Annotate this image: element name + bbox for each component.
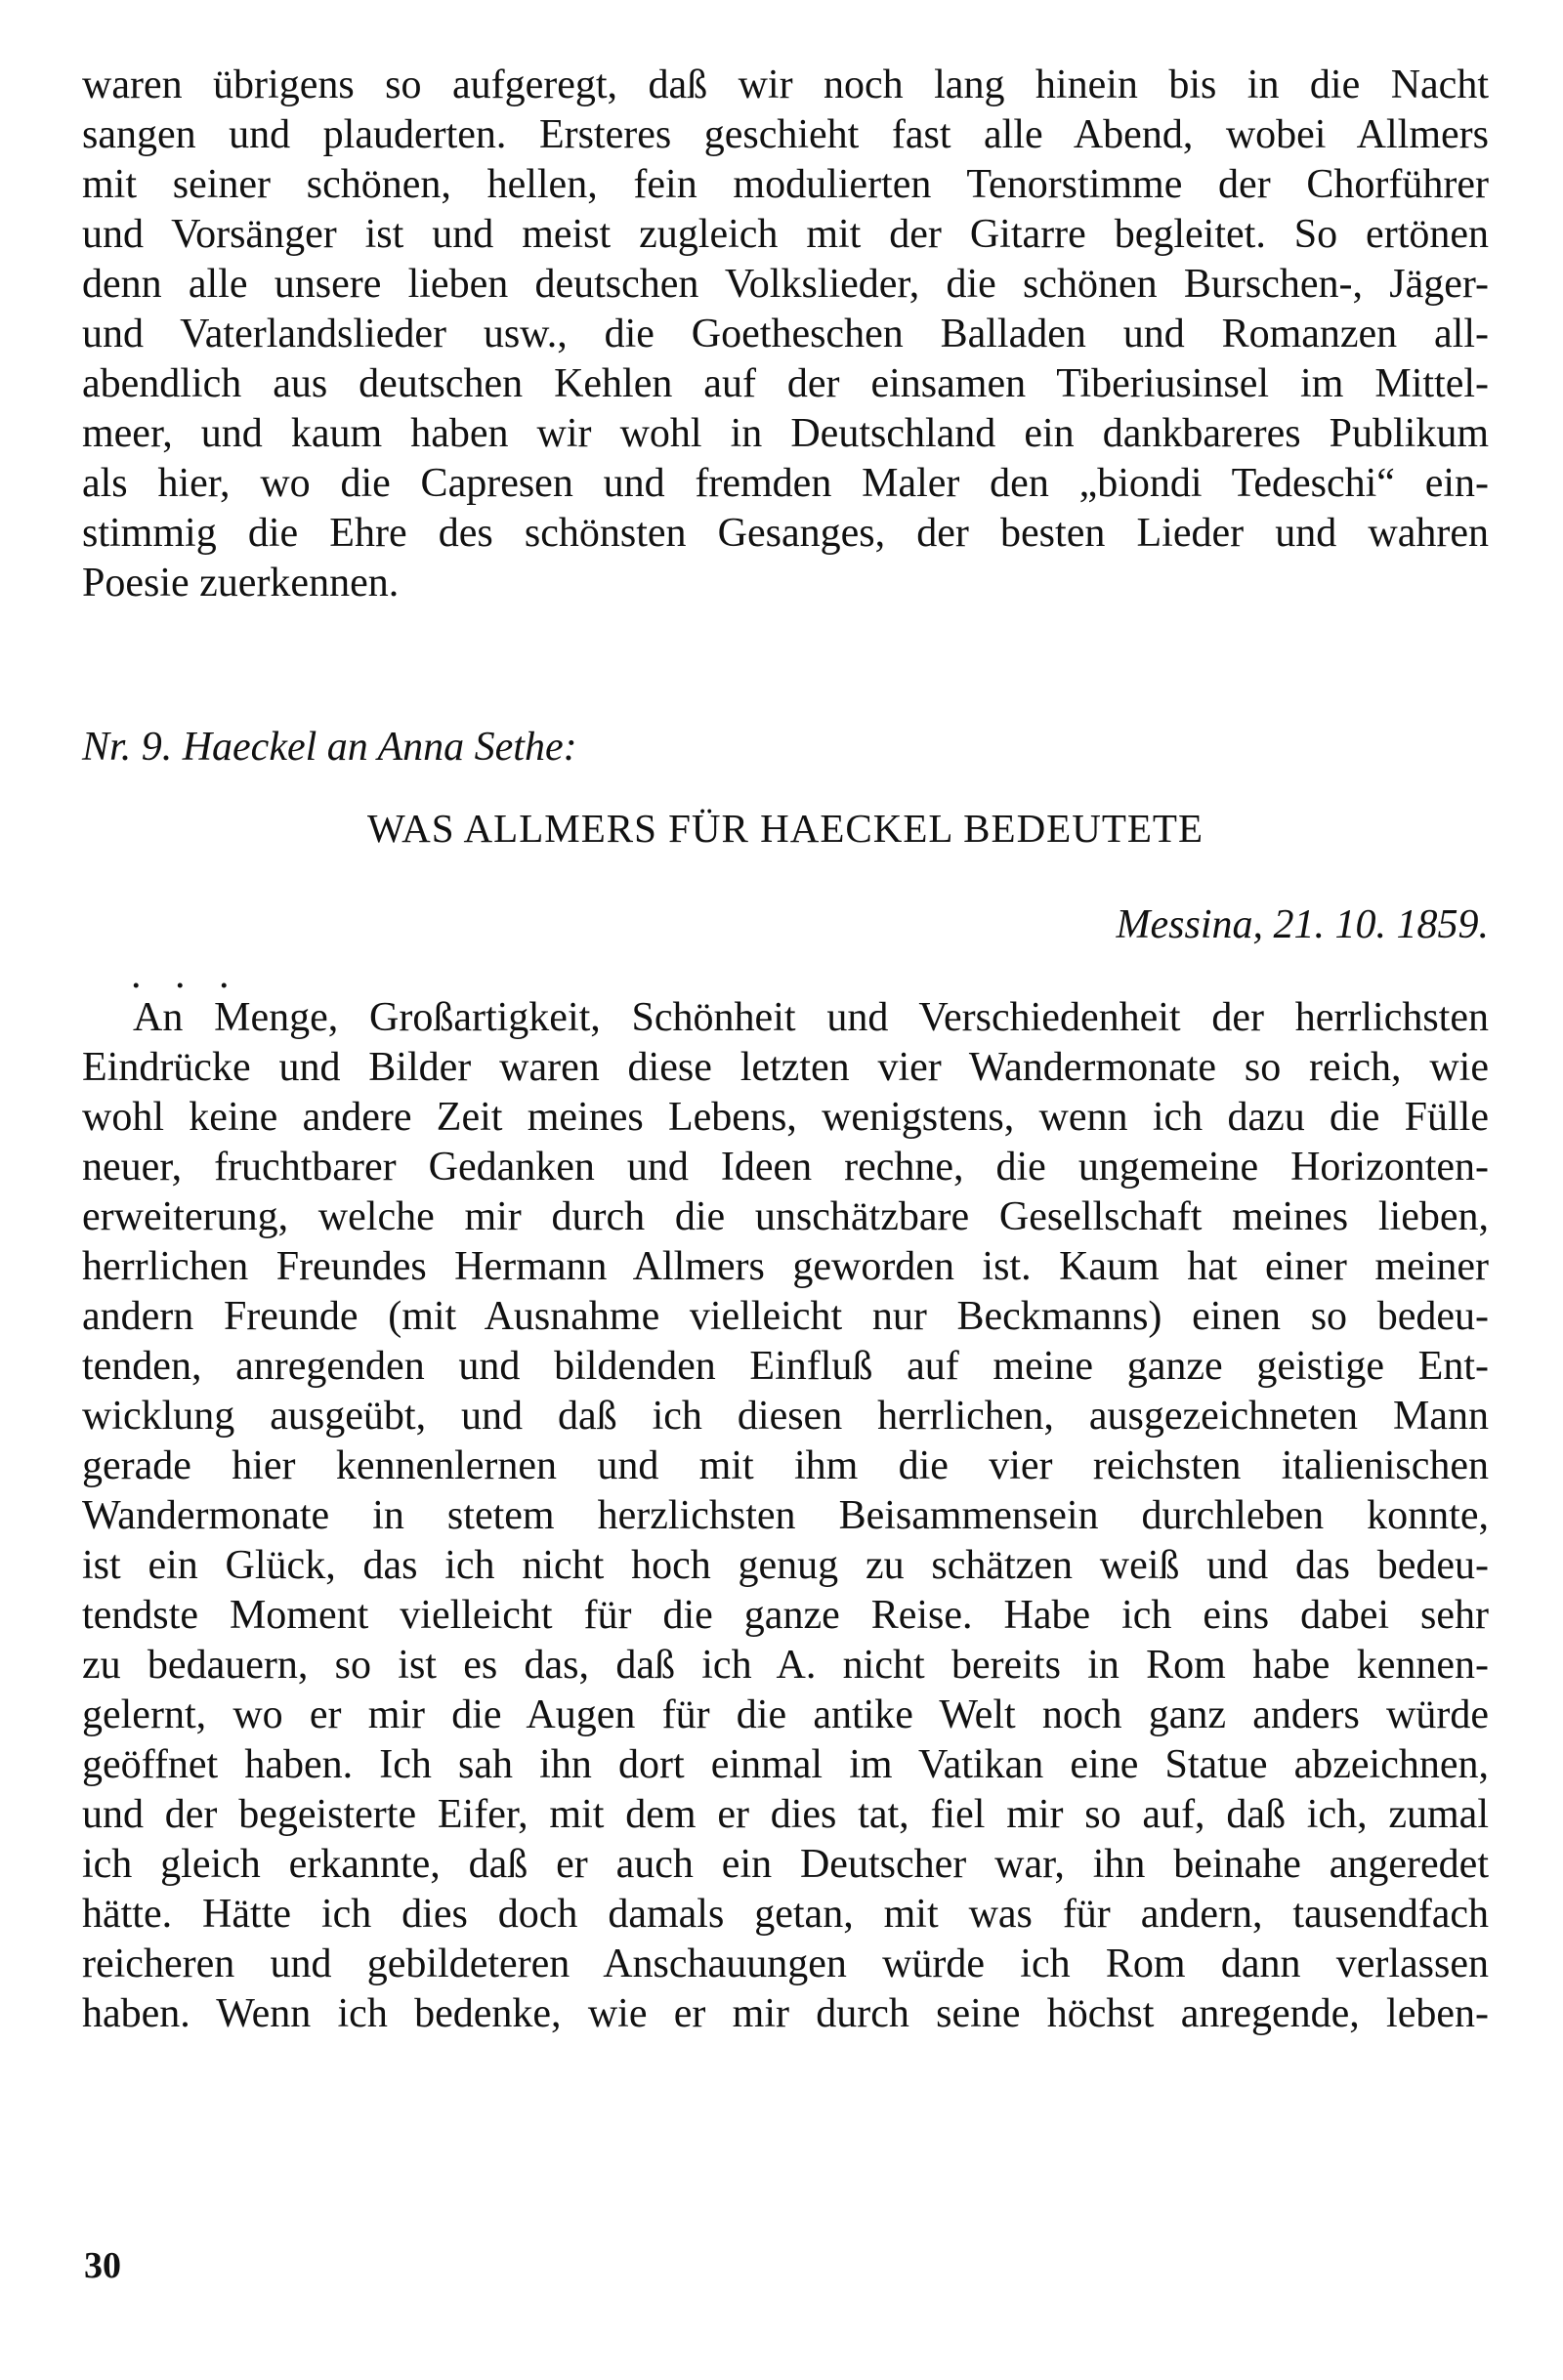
text-line: An Menge, Großartigkeit, Schönheit und Verschiedenheit der herrlichsten bbox=[133, 995, 1489, 1040]
text-line: ist ein Glück, das ich nicht hoch genug zu schätzen weiß und das bedeu- bbox=[82, 1543, 1489, 1588]
text-line: geöffnet haben. Ich sah ihn dort einmal im Vatikan eine Statue abzeichnen, bbox=[82, 1742, 1489, 1787]
text-line: meer, und kaum haben wir wohl in Deutschland ein dankbareres Publikum bbox=[82, 411, 1489, 456]
text-line: stimmig die Ehre des schönsten Gesanges, der besten Lieder und wahren bbox=[82, 511, 1489, 556]
letter-body bbox=[82, 993, 1489, 2039]
text-line: als hier, wo die Capresen und fremden Maler den „biondi Tedeschi“ ein- bbox=[82, 461, 1489, 506]
text-line: erweiterung, welche mir durch die unschätzbare Gesellschaft meines lieben, bbox=[82, 1194, 1489, 1239]
text-line: gerade hier kennenlernen und mit ihm die vier reichsten italienischen bbox=[82, 1443, 1489, 1488]
text-line: andern Freunde (mit Ausnahme vielleicht nur Beckmanns) einen so bedeu- bbox=[82, 1294, 1489, 1339]
text-line: sangen und plauderten. Ersteres geschieht fast alle Abend, wobei Allmers bbox=[82, 112, 1489, 157]
paragraph-continuation bbox=[82, 61, 1489, 608]
text-line: Wandermonate in stetem herzlichsten Beisammensein durchleben konnte, bbox=[82, 1493, 1489, 1538]
text-line: und Vaterlandslieder usw., die Goetheschen Balladen und Romanzen all- bbox=[82, 312, 1489, 356]
text-line: gelernt, wo er mir die Augen für die antike Welt noch ganz anders würde bbox=[82, 1692, 1489, 1737]
page-number: 30 bbox=[84, 2245, 121, 2286]
text-line: herrlichen Freundes Hermann Allmers geworden ist. Kaum hat einer meiner bbox=[82, 1244, 1489, 1289]
page bbox=[82, 61, 1489, 2039]
text-line: neuer, fruchtbarer Gedanken und Ideen rechne, die ungemeine Horizonten- bbox=[82, 1145, 1489, 1190]
text-line: reicheren und gebildeteren Anschauungen würde ich Rom dann verlassen bbox=[82, 1942, 1489, 1986]
text-line: und Vorsänger ist und meist zugleich mit der Gitarre begleitet. So ertönen bbox=[82, 212, 1489, 257]
text-line: haben. Wenn ich bedenke, wie er mir durch seine höchst anregende, leben- bbox=[82, 1991, 1489, 2036]
text-line: tendste Moment vielleicht für die ganze Reise. Habe ich eins dabei sehr bbox=[82, 1593, 1489, 1638]
text-line: Eindrücke und Bilder waren diese letzten vier Wandermonate so reich, wie bbox=[82, 1045, 1489, 1090]
text-line: Poesie zuerkennen. bbox=[82, 561, 400, 605]
text-line: tenden, anregenden und bildenden Einfluß auf meine ganze geistige Ent- bbox=[82, 1344, 1489, 1389]
text-line: und der begeisterte Eifer, mit dem er dies tat, fiel mir so auf, daß ich, zumal bbox=[82, 1792, 1489, 1837]
text-line: mit seiner schönen, hellen, fein modulierten Tenorstimme der Chorführer bbox=[82, 162, 1489, 207]
text-line: ich gleich erkannte, daß er auch ein Deutscher war, ihn beinahe angeredet bbox=[82, 1842, 1489, 1887]
text-line: abendlich aus deutschen Kehlen auf der einsamen Tiberiusinsel im Mittel- bbox=[82, 361, 1489, 406]
text-line: zu bedauern, so ist es das, daß ich A. nicht bereits in Rom habe kennen- bbox=[82, 1643, 1489, 1688]
text-line: waren übrigens so aufgeregt, daß wir noch lang hinein bis in die Nacht bbox=[82, 63, 1489, 107]
letter-dateline: Messina, 21. 10. 1859. bbox=[1116, 902, 1489, 947]
text-line: wohl keine andere Zeit meines Lebens, wenigstens, wenn ich dazu die Fülle bbox=[82, 1095, 1489, 1140]
omission-mark: . . . bbox=[131, 952, 241, 997]
text-line: denn alle unsere lieben deutschen Volkslieder, die schönen Burschen-, Jäger- bbox=[82, 262, 1489, 307]
text-line: wicklung ausgeübt, und daß ich diesen herrlichen, ausgezeichneten Mann bbox=[82, 1394, 1489, 1439]
letter-heading: Nr. 9. Haeckel an Anna Sethe: bbox=[82, 725, 577, 770]
text-line: hätte. Hätte ich dies doch damals getan, mit was für andern, tausendfach bbox=[82, 1892, 1489, 1937]
letter-title: WAS ALLMERS FÜR HAECKEL BEDEUTETE bbox=[366, 806, 1204, 851]
